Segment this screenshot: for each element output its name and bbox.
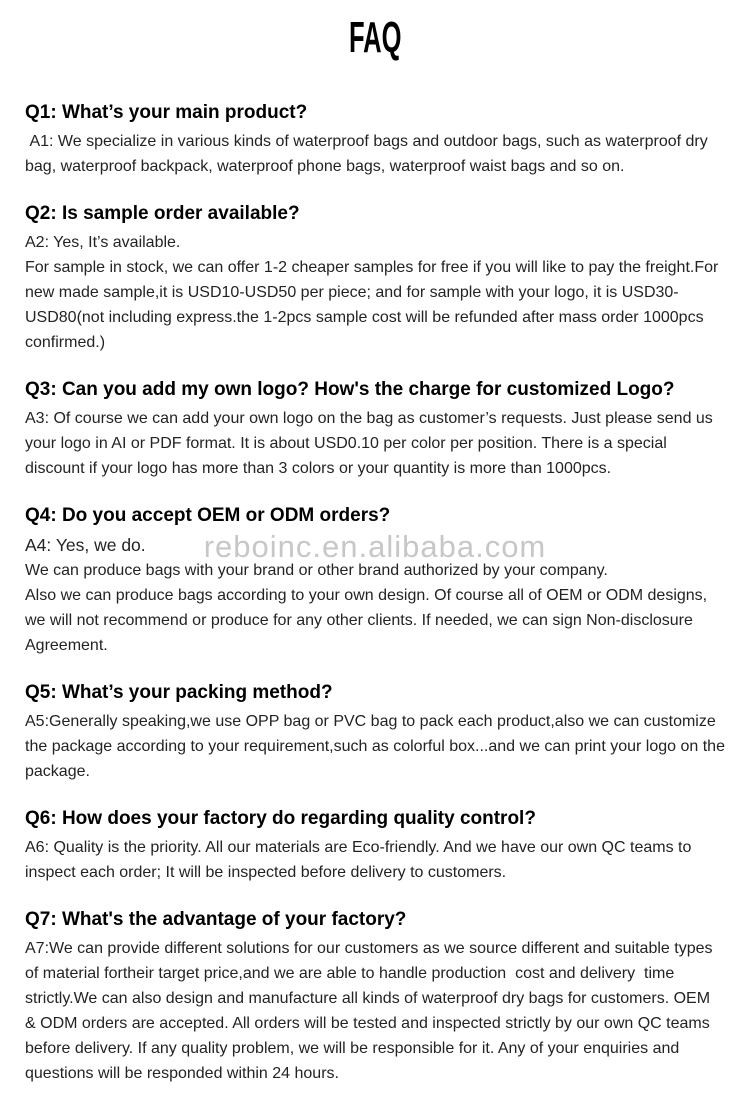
question-heading: Q1: What’s your main product? xyxy=(25,102,308,123)
faq-section-q6 xyxy=(25,806,725,885)
answer-paragraph: We can produce bags with your brand or other brand authorized by your company. xyxy=(25,562,608,579)
faq-section-q4 xyxy=(25,503,725,658)
faq-section-q2 xyxy=(25,201,725,355)
faq-section-q3 xyxy=(25,377,725,481)
question-heading: Q7: What's the advantage of your factory? xyxy=(25,909,407,930)
page-title: FAQ xyxy=(348,13,402,62)
question-heading: Q3: Can you add my own logo? How's the charge for customized Logo? xyxy=(25,379,675,400)
answer-paragraph: A1: We specialize in various kinds of waterproof bags and outdoor bags, such as waterproof dry bag, waterproof backpack, waterproof phone bags, waterproof waist bags and so on. xyxy=(25,133,713,175)
answer-paragraph: A4: Yes, we do. xyxy=(25,535,146,555)
answer-paragraph: A2: Yes, It’s available. xyxy=(25,234,181,251)
answer-paragraph: A6: Quality is the priority. All our materials are Eco-friendly. And we have our own QC teams to inspect each order; It will be inspected before delivery to customers. xyxy=(25,839,696,881)
answer-paragraph: A7:We can provide different solutions for our customers as we source different and suitable types of material fortheir target price,and we are able to handle production cost and delivery time strictly.We can also design and manufacture all kinds of waterproof dry bags for customers. OEM & ODM orders are accepted. All orders will be tested and inspected strictly by our own QC teams before delivery. If any quality problem, we will be responsible for it. Any of your enquiries and questions will be responded within 24 hours. xyxy=(25,940,717,1082)
answer-paragraph: A3: Of course we can add your own logo on the bag as customer’s requests. Just please send us your logo in AI or PDF format. It is about USD0.10 per color per position. There is a special discount if your logo has more than 3 colors or your quantity is more than 1000pcs. xyxy=(25,410,718,477)
answer-paragraph: For sample in stock, we can offer 1-2 cheaper samples for free if you will like to pay the freight.For new made sample,it is USD10-USD50 per piece; and for sample with your logo, it is USD30-USD80(not including express.the 1-2pcs sample cost will be refunded after mass order 1000pcs confirmed.) xyxy=(25,259,723,351)
faq-content xyxy=(0,100,750,1086)
answer-paragraph: Also we can produce bags according to your own design. Of course all of OEM or ODM designs, we will not recommend or produce for any other clients. If needed, we can sign Non-disclosure Agreement. xyxy=(25,587,712,654)
answer-paragraph: A5:Generally speaking,we use OPP bag or PVC bag to pack each product,also we can customize the package according to your requirement,such as colorful box...and we can print your logo on the package. xyxy=(25,713,730,780)
title-bar xyxy=(0,0,750,62)
question-heading: Q2: Is sample order available? xyxy=(25,203,300,224)
question-heading: Q6: How does your factory do regarding quality control? xyxy=(25,808,536,829)
faq-section-q5 xyxy=(25,680,730,784)
question-heading: Q5: What’s your packing method? xyxy=(25,682,333,703)
watermark: reboinc.en.alibaba.com xyxy=(203,529,547,564)
question-heading: Q4: Do you accept OEM or ODM orders? xyxy=(25,505,391,526)
faq-section-q7 xyxy=(25,907,725,1086)
faq-section-q1 xyxy=(25,100,725,179)
